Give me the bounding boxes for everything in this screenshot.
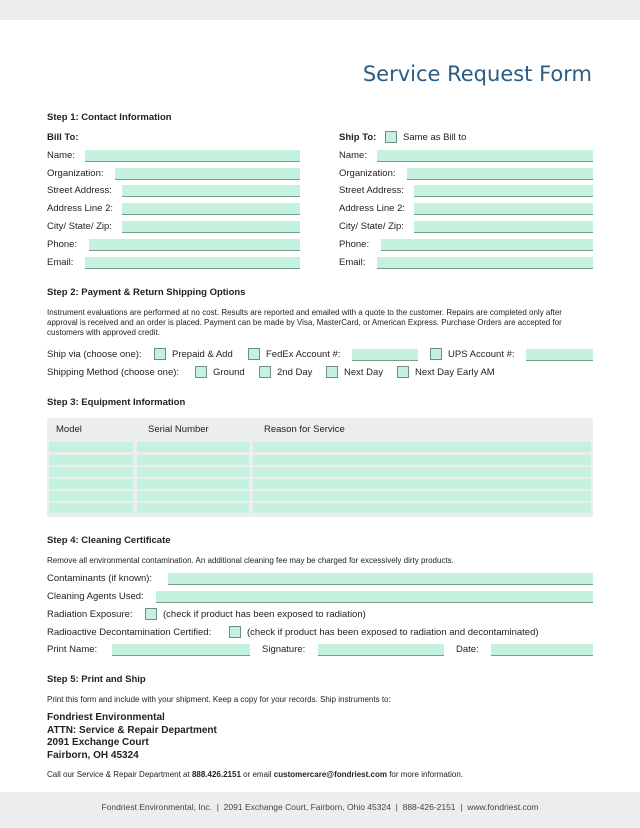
model-cell[interactable]	[49, 503, 133, 513]
ground-label: Ground	[213, 367, 245, 378]
form-title: Service Request Form	[362, 62, 592, 86]
fedex-checkbox[interactable]	[248, 348, 260, 360]
contaminants-field[interactable]	[168, 573, 593, 585]
ship-via-label: Ship via (choose one):	[47, 349, 142, 360]
reason-cell[interactable]	[253, 455, 591, 465]
bill-email-label: Email:	[47, 257, 74, 268]
cleaning-agents-label: Cleaning Agents Used:	[47, 591, 144, 602]
model-cell[interactable]	[49, 479, 133, 489]
contact-prefix: Call our Service & Repair Department at	[47, 770, 192, 779]
ship-address2-label: Address Line 2:	[339, 203, 406, 214]
contaminants-label: Contaminants (if known):	[47, 573, 153, 584]
date-field[interactable]	[491, 644, 593, 656]
bill-organization-field[interactable]	[115, 168, 300, 180]
step2-heading: Step 2: Payment & Return Shipping Options	[47, 287, 246, 298]
print-name-label: Print Name:	[47, 644, 98, 655]
ship-phone-label: Phone:	[339, 239, 370, 250]
step5-description: Print this form and include with your shipment. Keep a copy for your records. Ship instruments to:	[47, 695, 391, 704]
reason-cell[interactable]	[253, 467, 591, 477]
footer	[0, 792, 640, 828]
2nd-day-checkbox[interactable]	[259, 366, 271, 378]
date-label: Date:	[456, 644, 479, 655]
equipment-table	[47, 418, 593, 517]
ups-checkbox[interactable]	[430, 348, 442, 360]
ship-name-field[interactable]	[377, 150, 593, 162]
next-day-label: Next Day	[344, 367, 384, 378]
ship-email-label: Email:	[339, 257, 366, 268]
bill-street-label: Street Address:	[47, 185, 112, 196]
address-line-city: Fairborn, OH 45324	[47, 749, 139, 761]
fedex-account-field[interactable]	[352, 349, 418, 361]
reason-cell[interactable]	[253, 491, 591, 501]
address-line-attn: ATTN: Service & Repair Department	[47, 724, 217, 736]
next-day-early-checkbox[interactable]	[397, 366, 409, 378]
bill-email-field[interactable]	[85, 257, 300, 269]
ship-city-label: City/ State/ Zip:	[339, 221, 404, 232]
reason-column-header: Reason for Service	[264, 424, 345, 435]
step1-heading: Step 1: Contact Information	[47, 112, 172, 123]
next-day-checkbox[interactable]	[326, 366, 338, 378]
bill-phone-field[interactable]	[89, 239, 300, 251]
step4-description: Remove all environmental contamination. An additional cleaning fee may be charged for excessively dirty products.	[47, 556, 454, 565]
ground-checkbox[interactable]	[195, 366, 207, 378]
2nd-day-label: 2nd Day	[277, 367, 313, 378]
fedex-label: FedEx Account #:	[266, 349, 341, 360]
decon-checkbox[interactable]	[229, 626, 241, 638]
bill-city-label: City/ State/ Zip:	[47, 221, 112, 232]
address-line-company: Fondriest Environmental	[47, 712, 165, 723]
serial-cell[interactable]	[137, 467, 249, 477]
contact-phone: 888.426.2151	[191, 770, 241, 779]
bill-city-field[interactable]	[122, 221, 300, 233]
ship-organization-label: Organization:	[339, 168, 396, 179]
decon-label: Radioactive Decontamination Certified:	[47, 627, 212, 638]
model-cell[interactable]	[49, 442, 133, 452]
ship-to-label: Ship To:	[339, 132, 377, 143]
step2-description: Instrument evaluations are performed at no cost. Results are reported and emailed with a quote to the customer. Repairs are completed only after approval is received and an order is placed. Payment can be made by Visa, MasterCard, or American Express. Purchase Orders are accepted for customers with approved credit.	[47, 308, 562, 337]
decon-note: (check if product has been exposed to radiation and decontaminated)	[247, 627, 539, 638]
reason-cell[interactable]	[253, 479, 591, 489]
same-as-bill-checkbox[interactable]	[385, 131, 397, 143]
serial-cell[interactable]	[137, 442, 249, 452]
ship-name-label: Name:	[339, 150, 367, 161]
serial-cell[interactable]	[137, 503, 249, 513]
serial-cell[interactable]	[137, 455, 249, 465]
ship-phone-field[interactable]	[381, 239, 593, 251]
bill-street-field[interactable]	[122, 185, 300, 197]
model-cell[interactable]	[49, 467, 133, 477]
bill-address2-field[interactable]	[122, 203, 300, 215]
prepaid-add-label: Prepaid & Add	[172, 349, 233, 360]
signature-field[interactable]	[318, 644, 444, 656]
model-cell[interactable]	[49, 491, 133, 501]
serial-cell[interactable]	[137, 479, 249, 489]
same-as-bill-label: Same as Bill to	[403, 132, 467, 143]
bill-to-label: Bill To:	[47, 132, 79, 143]
reason-cell[interactable]	[253, 442, 591, 452]
next-day-early-label: Next Day Early AM	[415, 367, 495, 378]
radiation-note: (check if product has been exposed to radiation)	[163, 609, 366, 620]
bill-name-label: Name:	[47, 150, 75, 161]
cleaning-agents-field[interactable]	[156, 591, 593, 603]
contact-line	[47, 770, 592, 780]
serial-column-header: Serial Number	[148, 424, 209, 435]
ship-street-label: Street Address:	[339, 185, 404, 196]
contact-middle: or email	[240, 770, 274, 779]
reason-cell[interactable]	[253, 503, 591, 513]
model-column-header: Model	[56, 424, 82, 435]
contact-suffix: for more information.	[386, 770, 463, 779]
top-bar	[0, 0, 640, 20]
signature-label: Signature:	[262, 644, 306, 655]
ship-organization-field[interactable]	[407, 168, 593, 180]
bill-phone-label: Phone:	[47, 239, 78, 250]
footer-text: Fondriest Environmental, Inc. | 2091 Exchange Court, Fairborn, Ohio 45324 | 888-426-2151 | www.fondriest.com	[101, 802, 539, 812]
step3-heading: Step 3: Equipment Information	[47, 397, 186, 408]
step5-heading: Step 5: Print and Ship	[47, 674, 146, 685]
model-cell[interactable]	[49, 455, 133, 465]
serial-cell[interactable]	[137, 491, 249, 501]
shipping-address	[47, 712, 217, 762]
bill-address2-label: Address Line 2:	[47, 203, 114, 214]
ship-email-field[interactable]	[377, 257, 593, 269]
address-line-street: 2091 Exchange Court	[47, 737, 149, 748]
bill-name-field[interactable]	[85, 150, 300, 162]
prepaid-add-checkbox[interactable]	[154, 348, 166, 360]
contact-email: customercare@fondriest.com	[273, 770, 387, 779]
ups-label: UPS Account #:	[448, 349, 515, 360]
bill-organization-label: Organization:	[47, 168, 104, 179]
ups-account-field[interactable]	[526, 349, 593, 361]
shipping-method-label: Shipping Method (choose one):	[47, 367, 180, 378]
ship-street-field[interactable]	[414, 185, 593, 197]
ship-city-field[interactable]	[414, 221, 593, 233]
step4-heading: Step 4: Cleaning Certificate	[47, 535, 171, 546]
print-name-field[interactable]	[112, 644, 250, 656]
ship-address2-field[interactable]	[414, 203, 593, 215]
radiation-checkbox[interactable]	[145, 608, 157, 620]
radiation-label: Radiation Exposure:	[47, 609, 133, 620]
